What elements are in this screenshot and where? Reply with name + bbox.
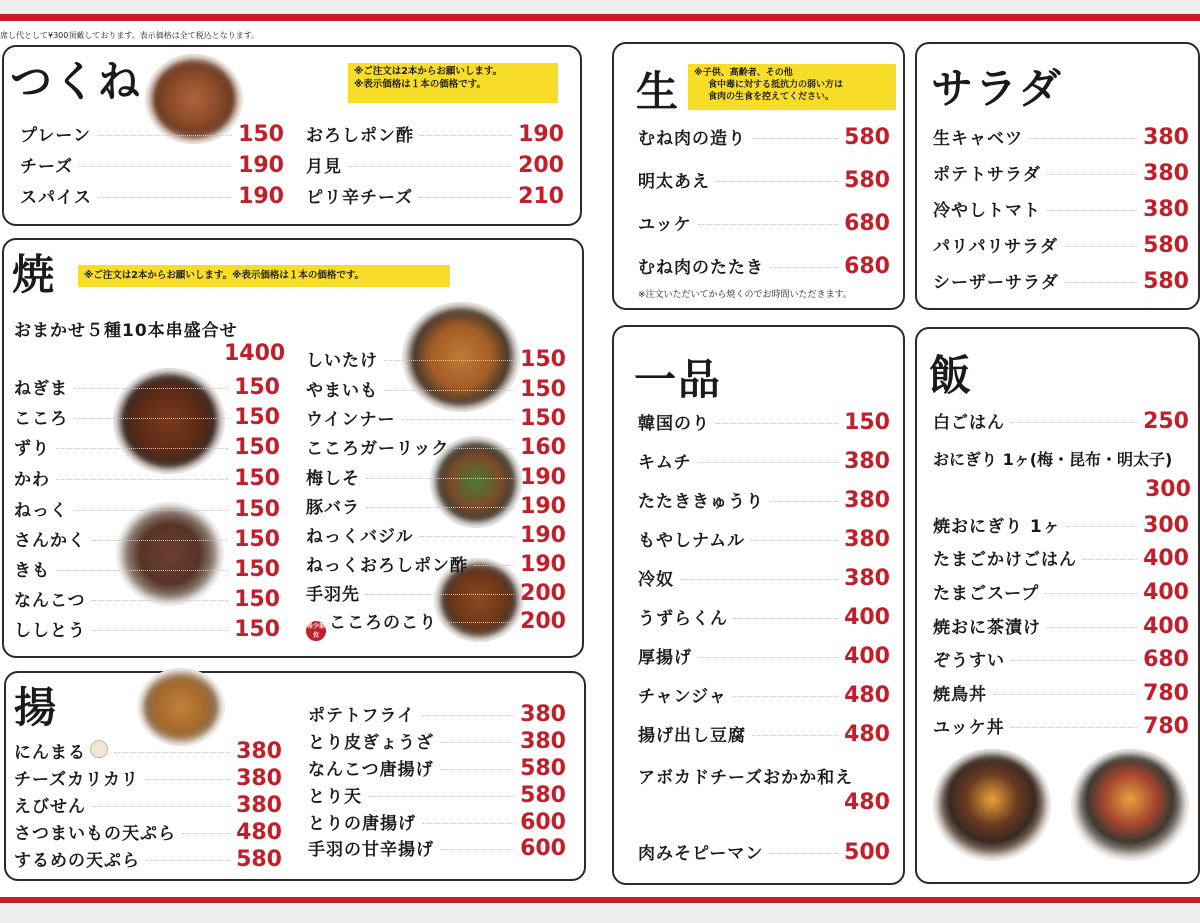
menu-item — [14, 374, 280, 400]
dot-leader — [440, 742, 514, 743]
item-name: かわ — [14, 470, 50, 490]
item-price: 380 — [236, 739, 282, 764]
menu-item — [14, 434, 280, 460]
item-price: 580 — [236, 847, 282, 872]
item-name: チャンジャ — [638, 687, 727, 707]
menu-item — [306, 183, 564, 209]
item-price: 480 — [844, 683, 890, 708]
rare-part-badge: 希少部位 — [306, 623, 325, 639]
dot-leader — [74, 510, 228, 511]
item-name: 焼おにぎり 1ヶ — [933, 517, 1061, 537]
menu-item — [14, 526, 280, 552]
menu-item — [933, 124, 1189, 150]
dot-leader — [366, 594, 514, 595]
dot-leader — [402, 419, 515, 420]
item-name: 月見 — [306, 157, 342, 177]
age-panel — [4, 671, 586, 881]
item-price: 210 — [518, 184, 564, 209]
meshi-photo-yukke-don — [1071, 749, 1189, 861]
dot-leader — [751, 540, 838, 541]
nama-note-line-2: 食中毒に対する抵抗力の弱い方は — [708, 80, 844, 91]
yaki-set-price: 1400 — [224, 341, 286, 366]
menu-item — [306, 551, 566, 577]
item-name: むね肉のたたき — [638, 258, 764, 278]
meshi-title: 飯 — [929, 351, 974, 400]
dot-leader — [769, 853, 838, 854]
item-name: 手羽先 — [306, 585, 360, 605]
age-title: 揚 — [14, 683, 59, 732]
item-name: 冷奴 — [638, 570, 674, 590]
dot-leader — [698, 462, 839, 463]
item-price: 380 — [520, 729, 566, 754]
item-name: ユッケ丼 — [933, 718, 1005, 738]
header-notice: 席し代として¥300頂戴しております。表示価格は全て税込となります。 — [0, 31, 260, 40]
dot-leader — [1047, 627, 1137, 628]
dot-leader — [680, 579, 838, 580]
item-name: 肉みそピーマン — [638, 844, 764, 864]
item-price: 150 — [234, 435, 280, 460]
menu-item — [933, 512, 1189, 538]
item-name: たまごかけごはん — [933, 550, 1077, 570]
menu-item — [933, 232, 1189, 258]
menu-item — [308, 701, 566, 727]
item-price: 190 — [520, 523, 566, 548]
item-price: 150 — [234, 527, 280, 552]
item-price: 190 — [520, 494, 566, 519]
menu-item — [638, 682, 890, 708]
item-price: 190 — [518, 122, 564, 147]
menu-item — [20, 183, 284, 209]
menu-item — [306, 434, 566, 460]
menu-item — [306, 405, 566, 431]
item-price: 480 — [844, 722, 890, 747]
dot-leader — [92, 540, 228, 541]
dot-leader — [716, 181, 838, 182]
menu-item — [14, 556, 280, 582]
dot-leader — [474, 565, 514, 566]
menu-item — [638, 124, 890, 150]
menu-item — [638, 167, 890, 193]
menu-item — [638, 526, 890, 552]
item-price: 190 — [238, 184, 284, 209]
item-price: 150 — [844, 410, 890, 435]
dot-leader — [1083, 559, 1137, 560]
item-name: こころのこり — [329, 613, 437, 633]
dot-leader — [1011, 727, 1137, 728]
nama-note-line-1: ※子供、高齢者、その他 — [694, 68, 793, 78]
yaki-set-name: おまかせ５種10本串盛合せ — [14, 321, 238, 341]
item-name: 韓国のり — [638, 414, 710, 434]
item-price: 580 — [844, 125, 890, 150]
item-price: 600 — [520, 836, 566, 861]
item-name: こころガーリック — [306, 439, 450, 459]
menu-item — [306, 580, 566, 606]
dot-leader — [145, 779, 230, 780]
ippin-panel — [612, 325, 905, 885]
item-name: チーズ — [20, 157, 74, 177]
dot-leader — [455, 448, 514, 449]
dot-leader — [420, 135, 512, 136]
dot-leader — [419, 197, 512, 198]
dot-leader — [92, 600, 228, 601]
menu-item — [14, 465, 280, 491]
item-name: 焼おに茶漬け — [933, 618, 1041, 638]
nama-title: 生 — [636, 67, 681, 116]
item-price: 150 — [520, 377, 566, 402]
item-name: たたききゅうり — [638, 492, 764, 512]
item-name: 生キャベツ — [933, 129, 1023, 149]
nama-note — [688, 64, 896, 110]
item-name: にんまる — [14, 743, 86, 763]
item-name: キムチ — [638, 453, 692, 473]
item-name: スパイス — [20, 188, 92, 208]
item-price: 300 — [1143, 513, 1189, 538]
item-name: パリパリサラダ — [933, 237, 1058, 257]
item-name: ねぎま — [14, 379, 68, 399]
menu-item — [306, 464, 566, 490]
item-name: 焼鳥丼 — [933, 685, 987, 705]
menu-item — [638, 409, 890, 435]
item-price: 150 — [234, 617, 280, 642]
item-price: 150 — [234, 587, 280, 612]
item-price: 160 — [520, 435, 566, 460]
item-price: 380 — [1143, 125, 1189, 150]
item-name: さつまいもの天ぷら — [14, 824, 176, 844]
item-price: 150 — [520, 347, 566, 372]
dot-leader — [440, 769, 514, 770]
tsukune-note-line-2: ※表示価格は１本の価格です。 — [354, 78, 486, 90]
meshi-panel — [915, 327, 1200, 884]
item-price: 680 — [1143, 647, 1189, 672]
item-name: 揚げ出し豆腐 — [638, 726, 746, 746]
dot-leader — [734, 618, 838, 619]
menu-item — [308, 755, 566, 781]
dot-leader — [384, 360, 514, 361]
item-name: きも — [14, 561, 50, 581]
dot-leader — [716, 423, 838, 424]
dot-leader — [146, 860, 230, 861]
item-name: うずらくん — [638, 609, 728, 629]
dot-leader — [733, 696, 838, 697]
menu-item — [14, 819, 282, 845]
item-name: ユッケ — [638, 215, 692, 235]
item-name: とりの唐揚げ — [308, 814, 416, 834]
dot-leader — [56, 448, 228, 449]
nama-panel — [612, 42, 905, 310]
menu-item — [933, 408, 1189, 434]
menu-item — [308, 835, 566, 861]
dot-leader — [384, 390, 514, 391]
item-name: なんこつ — [14, 591, 86, 611]
dot-leader — [74, 388, 228, 389]
dot-leader — [422, 823, 514, 824]
item-name: ししとう — [14, 621, 86, 641]
menu-item — [14, 404, 280, 430]
item-name: 豚バラ — [306, 498, 360, 518]
item-name: ねっくバジル — [306, 527, 414, 547]
menu-item — [306, 121, 564, 147]
item-price: 400 — [844, 644, 890, 669]
item-price: 200 — [518, 153, 564, 178]
item-price: 380 — [520, 702, 566, 727]
item-name: 厚揚げ — [638, 648, 692, 668]
ippin-avocado-name: アボカドチーズおかか和え — [638, 768, 854, 788]
menu-item — [933, 713, 1189, 739]
tsukune-note-line-1: ※ご注文は2本からお願いします。 — [354, 66, 503, 77]
dot-leader — [56, 479, 228, 480]
yaki-title: 焼 — [12, 250, 57, 299]
dot-leader — [1011, 422, 1137, 423]
dot-leader — [420, 536, 514, 537]
item-price: 480 — [236, 820, 282, 845]
menu-item — [638, 643, 890, 669]
item-name: さんかく — [14, 531, 86, 551]
item-price: 150 — [234, 497, 280, 522]
item-price: 380 — [1143, 161, 1189, 186]
item-price: 200 — [520, 581, 566, 606]
dot-leader — [443, 622, 514, 623]
menu-item — [20, 121, 284, 147]
item-price: 580 — [1143, 269, 1189, 294]
item-price: 380 — [1143, 197, 1189, 222]
menu-item — [306, 152, 564, 178]
item-name: おろしポン酢 — [306, 126, 414, 146]
menu-item — [638, 565, 890, 591]
item-name: やまいも — [306, 381, 378, 401]
dot-leader — [752, 735, 838, 736]
item-name: こころ — [14, 409, 68, 429]
menu-item — [14, 616, 280, 642]
item-name: するめの天ぷら — [14, 851, 140, 871]
dot-leader — [770, 501, 838, 502]
item-price: 580 — [520, 756, 566, 781]
dot-leader — [366, 507, 514, 508]
item-price: 200 — [520, 609, 566, 634]
item-price: 580 — [844, 168, 890, 193]
item-name: ポテトフライ — [308, 706, 415, 726]
yaki-panel — [2, 238, 584, 658]
top-red-rule — [0, 14, 1200, 21]
dot-leader — [92, 806, 230, 807]
dot-leader — [1029, 138, 1137, 139]
item-price: 380 — [844, 566, 890, 591]
nama-note-line-3: 食肉の生食を控えてください。 — [708, 92, 835, 103]
item-price: 150 — [234, 405, 280, 430]
menu-item — [14, 792, 282, 818]
item-name: しいたけ — [306, 351, 378, 371]
item-price: 150 — [520, 406, 566, 431]
menu-item — [14, 496, 280, 522]
menu-item — [933, 613, 1189, 639]
item-name: むね肉の造り — [638, 129, 746, 149]
item-name: とり皮ぎょうざ — [308, 733, 434, 753]
dot-leader — [92, 630, 228, 631]
item-price: 400 — [1143, 614, 1189, 639]
menu-item — [14, 846, 282, 872]
menu-item — [306, 346, 566, 372]
item-name: ポテトサラダ — [933, 165, 1041, 185]
item-name: たまごスープ — [933, 584, 1040, 604]
menu-item — [306, 493, 566, 519]
item-price: 380 — [236, 793, 282, 818]
menu-item — [306, 522, 566, 548]
item-price: 380 — [844, 449, 890, 474]
item-name: シーザーサラダ — [933, 273, 1059, 293]
menu-item — [638, 604, 890, 630]
yaki-note: ※ご注文は2本からお願いします。※表示価格は１本の価格です。 — [78, 265, 450, 287]
item-price: 400 — [1143, 580, 1189, 605]
dot-leader — [440, 849, 514, 850]
nama-footnote: ※注文いただいてから焼くのでお時間いただきます。 — [638, 290, 852, 300]
meshi-photo-yakitori-don — [933, 749, 1051, 861]
menu-item — [306, 608, 566, 639]
garlic-icon — [90, 740, 108, 758]
menu-item — [933, 646, 1189, 672]
dot-leader — [74, 418, 228, 419]
menu-item — [308, 782, 566, 808]
dot-leader — [366, 478, 514, 479]
menu-item — [306, 376, 566, 402]
menu-item — [638, 721, 890, 747]
menu-item — [638, 839, 890, 865]
item-price: 190 — [238, 153, 284, 178]
item-price: 780 — [1143, 714, 1189, 739]
item-name: とり天 — [308, 787, 362, 807]
item-name: 明太あえ — [638, 172, 710, 192]
dot-leader — [348, 166, 512, 167]
item-price: 680 — [844, 211, 890, 236]
item-price: 400 — [844, 605, 890, 630]
item-name: ピリ辛チーズ — [306, 188, 414, 208]
menu-item — [308, 728, 566, 754]
meshi-onigiri-price: 300 — [1145, 477, 1191, 502]
menu-item — [638, 487, 890, 513]
item-name: ウインナー — [306, 410, 396, 430]
item-name: 手羽の甘辛揚げ — [308, 840, 434, 860]
item-price: 680 — [844, 254, 890, 279]
bottom-band — [0, 903, 1200, 923]
tsukune-title: つくね — [10, 57, 143, 106]
menu-item — [308, 809, 566, 835]
salad-panel — [915, 42, 1200, 310]
dot-leader — [79, 166, 232, 167]
ippin-title: 一品 — [634, 355, 723, 404]
dot-leader — [770, 267, 838, 268]
item-price: 600 — [520, 810, 566, 835]
dot-leader — [1064, 246, 1137, 247]
menu-item — [933, 545, 1189, 571]
item-price: 580 — [1143, 233, 1189, 258]
item-price: 580 — [520, 783, 566, 808]
menu-item — [933, 268, 1189, 294]
tsukune-panel — [2, 45, 582, 226]
dot-leader — [698, 224, 838, 225]
item-name: 白ごはん — [933, 413, 1005, 433]
menu-item — [14, 586, 280, 612]
item-price: 780 — [1143, 681, 1189, 706]
item-price: 250 — [1143, 409, 1189, 434]
dot-leader — [1047, 210, 1137, 211]
menu-item — [933, 579, 1189, 605]
meshi-onigiri-name: おにぎり 1ヶ(梅・昆布・明太子) — [933, 450, 1173, 469]
dot-leader — [182, 833, 230, 834]
item-price: 380 — [236, 766, 282, 791]
dot-leader — [1045, 593, 1137, 594]
item-price: 150 — [234, 466, 280, 491]
dot-leader — [752, 138, 838, 139]
item-name: もやしナムル — [638, 531, 746, 551]
ippin-avocado-price: 480 — [844, 790, 890, 815]
dot-leader — [993, 694, 1137, 695]
menu-item — [638, 253, 890, 279]
dot-leader — [1065, 282, 1137, 283]
menu-item — [933, 680, 1189, 706]
dot-leader — [98, 197, 232, 198]
dot-leader — [1011, 660, 1137, 661]
item-name: プレーン — [20, 126, 91, 146]
item-name: チーズカリカリ — [14, 770, 139, 790]
dot-leader — [1047, 174, 1137, 175]
item-price: 150 — [238, 122, 284, 147]
dot-leader — [1067, 526, 1137, 527]
item-price: 150 — [234, 557, 280, 582]
item-name: ぞうすい — [933, 651, 1005, 671]
item-name: ずり — [14, 439, 50, 459]
item-price: 190 — [520, 465, 566, 490]
dot-leader — [114, 752, 230, 753]
item-name: 梅しそ — [306, 469, 360, 489]
item-name: えびせん — [14, 797, 86, 817]
item-name: ねっく — [14, 501, 68, 521]
item-price: 380 — [844, 488, 890, 513]
age-photo — [137, 668, 225, 746]
dot-leader — [421, 715, 514, 716]
dot-leader — [56, 570, 228, 571]
menu-item — [638, 210, 890, 236]
dot-leader — [698, 657, 838, 658]
menu-item — [14, 765, 282, 791]
item-price: 500 — [844, 840, 890, 865]
salad-title: サラダ — [931, 64, 1063, 113]
item-price: 190 — [520, 552, 566, 577]
menu-item — [933, 196, 1189, 222]
menu-item — [14, 738, 282, 764]
menu-item — [20, 152, 284, 178]
item-price: 150 — [234, 375, 280, 400]
item-name: ねっくおろしポン酢 — [306, 556, 468, 576]
top-band — [0, 0, 1200, 14]
menu-item — [638, 448, 890, 474]
dot-leader — [97, 135, 232, 136]
item-price: 400 — [1143, 546, 1189, 571]
item-name: なんこつ唐揚げ — [308, 760, 434, 780]
item-price: 380 — [844, 527, 890, 552]
tsukune-note — [348, 63, 558, 103]
menu-item — [933, 160, 1189, 186]
dot-leader — [368, 796, 514, 797]
item-name: 冷やしトマト — [933, 201, 1041, 221]
